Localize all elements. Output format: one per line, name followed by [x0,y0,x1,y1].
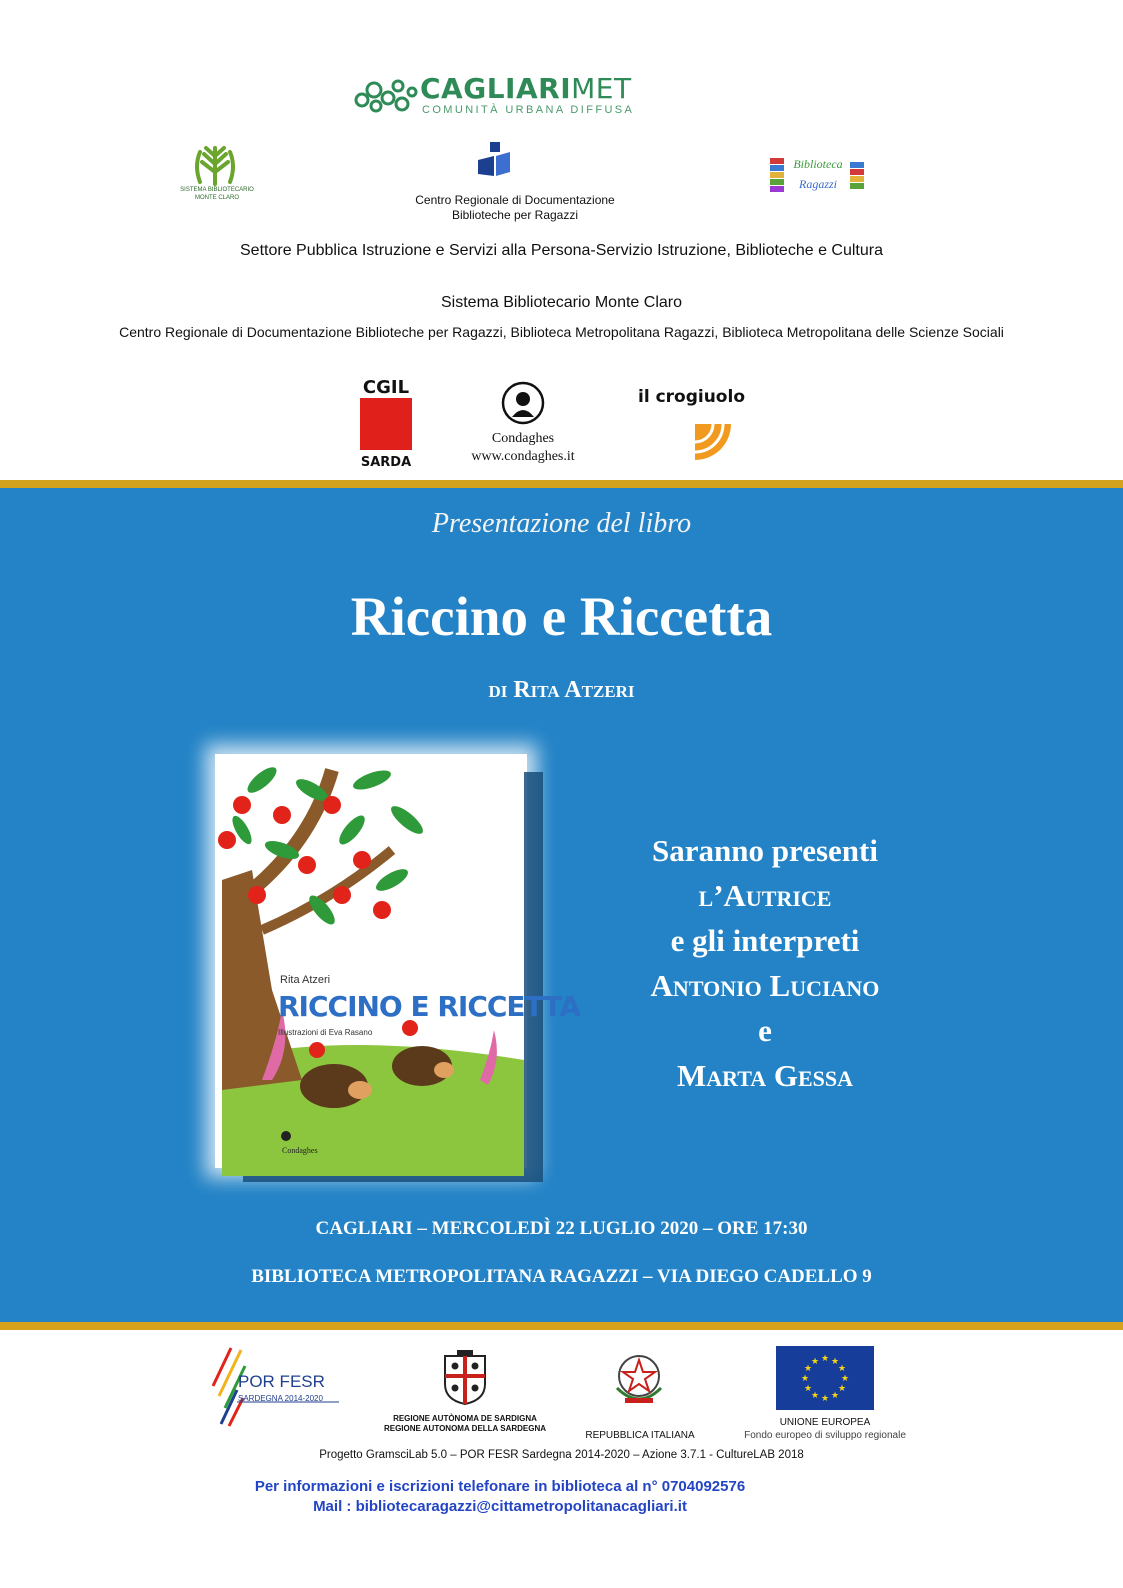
svg-text:★: ★ [810,1391,820,1401]
por-fesr-subtitle: SARDEGNA 2014-2020 [238,1394,323,1403]
eu-stars-icon [776,1346,874,1410]
presenti-line: l’Autrice [698,878,832,913]
centro-regionale-logo-icon [476,142,514,178]
presenti-block [585,828,945,1098]
repubblica-italiana-emblem-icon [609,1348,669,1408]
centri-line: Centro Regionale di Documentazione Biblioteche per Ragazzi, Biblioteca Metropolitana Ragazzi, Biblioteca Metropolitana delle Scienze Sociali [119,324,1004,340]
cagliarimet-name: CAGLIARIMET [420,72,632,105]
cover-publisher: Condaghes [282,1146,318,1155]
condaghes-text: Condaghes www.condaghes.it [471,431,575,464]
book-cover-image [222,760,580,1176]
eu-fund: Fondo europeo di sviluppo regionale [744,1430,906,1441]
presenti-line: Antonio Luciano [650,968,880,1003]
svg-text:★: ★ [820,1394,830,1404]
svg-text:★: ★ [803,1364,813,1374]
event-date-line: CAGLIARI – MERCOLEDÌ 22 LUGLIO 2020 – ORE 17:30 [315,1218,808,1239]
svg-text:★: ★ [830,1391,840,1401]
presenti-line: Marta Gessa [676,1058,854,1093]
svg-text:★: ★ [820,1354,830,1364]
presenti-line: Saranno presenti [652,833,878,868]
biblioteca-ragazzi-word-2: Ragazzi [798,177,838,191]
eu-name: UNIONE EUROPEA [779,1417,871,1428]
regione-sardegna-shield-icon [435,1350,495,1406]
cgil-sarda-logo [360,376,412,468]
presenti-line: e [758,1013,772,1048]
cover-title: RICCINO E RICCETTA [278,990,580,1023]
svg-text:★: ★ [837,1384,847,1394]
book-cover-illustration [222,760,524,1176]
svg-text:★: ★ [800,1374,810,1384]
presenti-line: e gli interpreti [670,923,860,958]
cagliarimet-subtitle: COMUNITÀ URBANA DIFFUSA [422,104,635,116]
il-crogiuolo-text: il crogiuolo [638,387,745,407]
svg-text:★: ★ [837,1364,847,1374]
sarda-text: SARDA [360,455,412,470]
sistema-line: Sistema Bibliotecario Monte Claro [441,294,682,311]
presentazione-heading: Presentazione del libro [431,508,692,539]
centro-regionale-text: Centro Regionale di Documentazione Biblioteche per Ragazzi [415,193,615,222]
mail-link[interactable]: Mail : bibliotecaragazzi@cittametropolitanacagliari.it [313,1498,687,1515]
event-place-line: BIBLIOTECA METROPOLITANA RAGAZZI – VIA DIEGO CADELLO 9 [251,1266,872,1287]
repubblica-italiana-text: REPUBBLICA ITALIANA [585,1430,695,1441]
settore-line: Settore Pubblica Istruzione e Servizi alla Persona-Servizio Istruzione, Biblioteche e Cultura [240,242,883,259]
contact-info [0,1477,1000,1517]
eu-flag [776,1346,874,1410]
gold-rule-bottom [0,1322,1123,1330]
por-fesr-name: POR FESR [238,1372,325,1391]
sistema-bibliotecario-caption: SISTEMA BIBLIOTECARIO MONTE CLARO [180,187,254,201]
regione-sardegna-text: REGIONE AUTÒNOMA DE SARDIGNA REGIONE AUTONOMA DELLA SARDEGNA [383,1414,547,1433]
book-title-heading: Riccino e Riccetta [350,586,773,647]
phone-info: Per informazioni e iscrizioni telefonare in biblioteca al n° 0704092576 [254,1478,746,1495]
cgil-text: CGIL [362,377,410,398]
progetto-line: Progetto GramsciLab 5.0 – POR FESR Sardegna 2014-2020 – Azione 3.7.1 - CultureLAB 2018 [319,1449,804,1461]
condaghes-logo-icon [501,381,545,425]
cover-illustrations: Illustrazioni di Eva Rasano [278,1028,373,1037]
svg-text:★: ★ [830,1357,840,1367]
cover-author: Rita Atzeri [280,974,331,986]
svg-text:★: ★ [803,1384,813,1394]
svg-text:★: ★ [840,1374,850,1384]
svg-text:★: ★ [810,1357,820,1367]
author-line: di Rita Atzeri [488,677,635,703]
biblioteca-ragazzi-logo-icon [768,148,868,200]
biblioteca-ragazzi-word-1: Biblioteca [793,157,843,171]
gold-rule-top [0,480,1123,488]
